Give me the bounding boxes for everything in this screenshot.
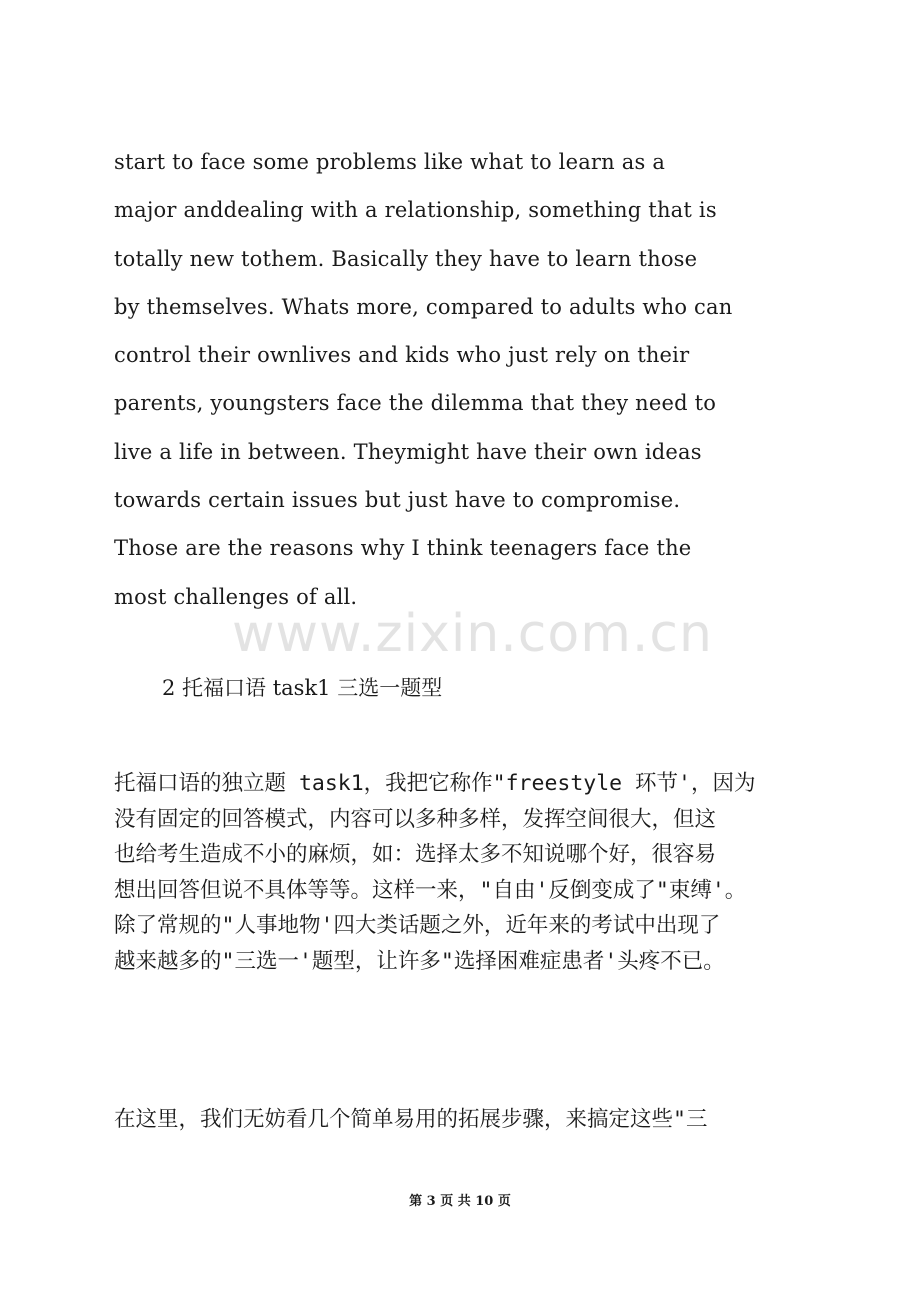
text-line: start to face some problems like what to learn as a [114,150,666,174]
text-line: Those are the reasons why I think teenagers face the [114,536,692,561]
english-paragraph [114,138,814,621]
text-line: major anddealing with a relationship, something that is [114,198,717,223]
text-line: totally new tothem. Basically they have to learn those [114,246,698,271]
text-line: 除了常规的"人事地物'四大类话题之外，近年来的考试中出现了 [114,913,721,938]
text-line: most challenges of all. [114,584,358,609]
text-line: 在这里，我们无妨看几个简单易用的拓展步骤，来搞定这些"三 [114,1107,708,1132]
chinese-paragraph-1 [114,766,824,979]
text-line: live a life in between. Theymight have their own ideas [114,439,702,464]
page-footer: 第 3 页 共 10 页 [409,1194,511,1209]
text-line: 没有固定的回答模式，内容可以多种多样，发挥空间很大，但这 [114,806,717,832]
text-line: control their ownlives and kids who just rely on their [114,343,690,368]
text-line: towards certain issues but just have to compromise. [114,488,681,513]
text-line: 越来越多的"三选一'题型，让许多"选择困难症患者'头疼不已。 [114,948,725,974]
text-line: 托福口语的独立题 task1，我把它称作"freestyle 环节'，因为 [114,771,756,796]
chinese-paragraph-2 [114,1102,824,1138]
text-line: parents, youngsters face the dilemma that they need to [114,391,717,416]
text-line: 也给考生造成不小的麻烦，如：选择太多不知说哪个好，很容易 [114,842,717,867]
watermark: www.zixin.com.cn [232,604,713,664]
text-line: 想出回答但说不具体等等。这样一来，"自由'反倒变成了"束缚'。 [114,877,747,903]
text-line: by themselves. Whats more, compared to adults who can [114,294,733,319]
section-heading: 2 托福口语 task1 三选一题型 [162,676,443,700]
